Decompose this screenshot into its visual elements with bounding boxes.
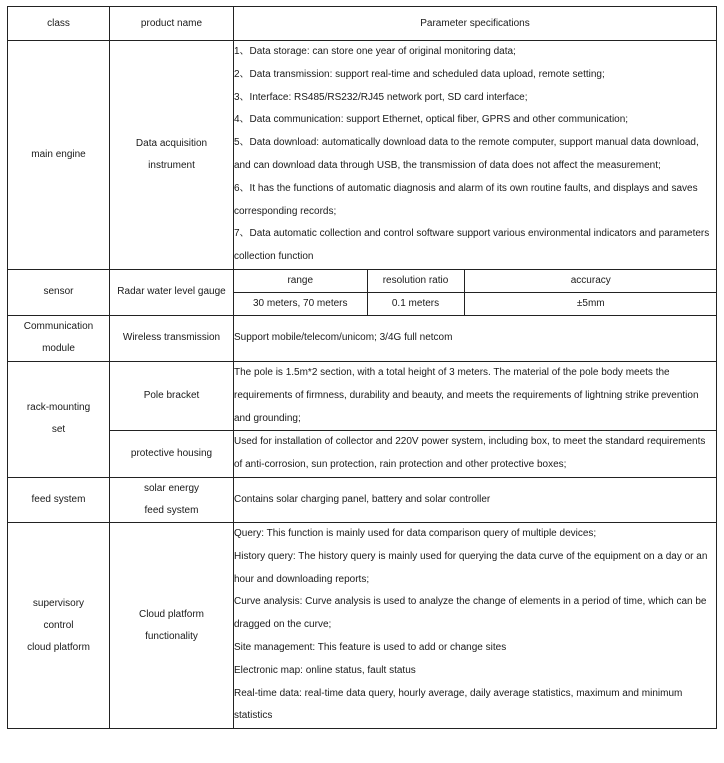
params-pole-bracket: The pole is 1.5m*2 section, with a total height of 3 meters. The material of the pole body meets the requirements of firmness, durability and beauty, and meets the requirements of lightning strike prevention and grounding; (234, 361, 717, 430)
product-label-line: instrument (148, 159, 195, 171)
params-communication: Support mobile/telecom/unicom; 3/4G full netcom (234, 315, 717, 361)
param-line: Real-time data: real-time data query, hourly average, daily average statistics, maximum and minimum statistics (234, 687, 683, 722)
parameter-specification-table (7, 6, 717, 729)
product-label-line: functionality (145, 630, 198, 642)
class-rack-mounting-set (8, 361, 110, 477)
param-line: Query: This function is mainly used for data comparison query of multiple devices; (234, 527, 597, 539)
sensor-spec-subtable (234, 270, 717, 315)
product-solar-energy-feed-system (110, 477, 234, 522)
sensor-range-label: range (234, 270, 367, 293)
params-main-engine (234, 41, 717, 270)
class-label: main engine (31, 148, 86, 160)
table-row (8, 41, 717, 270)
product-data-acquisition (110, 41, 234, 270)
class-supervisory-control-cloud-platform (8, 522, 110, 728)
table-row (8, 477, 717, 522)
class-label-line: supervisory (32, 597, 85, 609)
class-label-line: Communication (23, 321, 94, 333)
class-label-line: cloud platform (27, 641, 90, 653)
product-protective-housing: protective housing (110, 431, 234, 478)
param-line: 3、Interface: RS485/RS232/RJ45 network port, SD card interface; (234, 91, 528, 103)
param-line: 7、Data automatic collection and control software support various environmental indicators and parameters collection function (234, 228, 710, 263)
table-row (8, 522, 717, 728)
class-sensor: sensor (8, 269, 110, 315)
product-label-line: feed system (144, 504, 199, 516)
class-label-line: control (43, 619, 74, 631)
param-line: 1、Data storage: can store one year of original monitoring data; (234, 46, 516, 57)
params-sensor (234, 269, 717, 315)
product-label-line: Cloud platform (138, 608, 205, 620)
class-communication-module (8, 315, 110, 361)
class-main-engine (8, 41, 110, 270)
table-row (8, 315, 717, 361)
param-line: 5、Data download: automatically download data to the remote computer, support manual data download, and can download data through USB, the transmission of data does not affect the measurement; (234, 137, 699, 171)
param-line: Electronic map: online status, fault status (234, 664, 416, 676)
params-feed-system: Contains solar charging panel, battery and solar controller (234, 477, 717, 522)
params-protective-housing: Used for installation of collector and 220V power system, including box, to meet the standard requirements of anti-corrosion, sun protection, rain protection and other protective boxes; (234, 431, 717, 478)
param-line: History query: The history query is mainly used for querying the data curve of the equipment on a day or an hour and downloading reports; (234, 550, 708, 585)
product-pole-bracket: Pole bracket (110, 361, 234, 430)
table-header-row (8, 7, 717, 41)
header-class: class (8, 7, 110, 41)
param-line: Site management: This feature is used to add or change sites (234, 641, 507, 653)
class-label-line: module (42, 343, 75, 355)
header-parameter-specifications: Parameter specifications (234, 7, 717, 41)
table-row (8, 269, 717, 315)
product-wireless-transmission: Wireless transmission (110, 315, 234, 361)
header-product-name: product name (110, 7, 234, 41)
sensor-accuracy-value: ±5mm (576, 298, 605, 310)
sensor-resolution-label: resolution ratio (367, 270, 464, 293)
param-line: Curve analysis: Curve analysis is used to analyze the change of elements in a period of time, which can be dragged on the curve; (234, 596, 707, 631)
sensor-resolution-value: 0.1 meters (367, 292, 464, 315)
product-label-line: Data acquisition (135, 137, 208, 149)
class-feed-system: feed system (8, 477, 110, 522)
sensor-accuracy-label: accuracy (464, 270, 717, 293)
product-label-line: solar energy (143, 482, 200, 494)
product-cloud-platform-functionality (110, 522, 234, 728)
params-cloud-platform (234, 522, 717, 728)
table-row (8, 431, 717, 478)
class-label-line: rack-mounting (26, 402, 91, 414)
param-line: 2、Data transmission: support real-time and scheduled data upload, remote setting; (234, 68, 605, 80)
param-line: 6、It has the functions of automatic diagnosis and alarm of its own routine faults, and displays and saves corresponding records; (234, 182, 698, 217)
param-line: 4、Data communication: support Ethernet, optical fiber, GPRS and other communication; (234, 114, 629, 126)
sensor-range-value: 30 meters, 70 meters (234, 292, 367, 315)
product-radar-water-level-gauge: Radar water level gauge (110, 269, 234, 315)
table-row (8, 361, 717, 430)
class-label-line: set (51, 424, 66, 436)
